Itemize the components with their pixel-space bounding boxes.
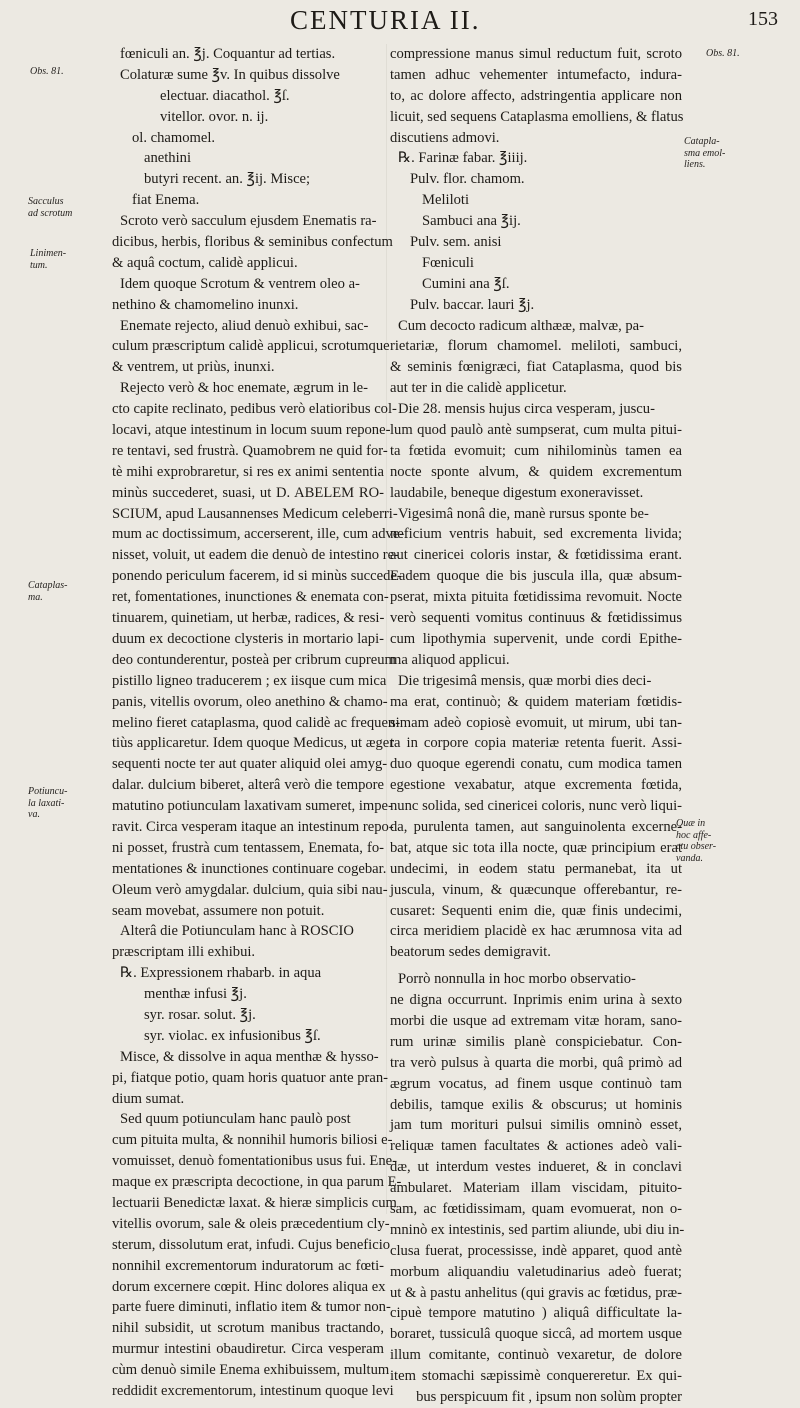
text-line: tiùs applicaretur. Idem quoque Medicus, ut æger — [112, 735, 395, 752]
text-line: nocte sponte alvum, & quidem excrementum — [390, 463, 682, 480]
text-line: da, purulenta tamen, aut sanguinolenta excerne- — [390, 818, 682, 835]
text-line: nisset, voluit, ut eadem die denuò de intestino re- — [112, 547, 399, 564]
text-line: cum lipothymia supervenit, unde cordi Epithe- — [390, 630, 682, 647]
text-line: egestione vexabatur, atque excrementa fœtida, — [390, 777, 682, 794]
text-line: item stomachi sæpissimè conquereretur. Ex qui- — [390, 1368, 682, 1385]
text-line: tamen adhuc vehementer intumefacto, indura- — [390, 66, 682, 83]
text-line: mentationes & inunctiones continuare cogebar. — [112, 860, 387, 877]
text-line: Oleum verò amygdalar. dulcium, quia sibi nau- — [112, 881, 388, 898]
text-line: reddidit excrementorum, intestinum quoque levi — [112, 1383, 394, 1399]
text-line: & ventrem, ut priùs, inunxi. — [112, 359, 275, 376]
text-line: bat, atque sic tota illa nocte, quæ principium erat — [390, 839, 682, 856]
text-line: Scroto verò sacculum ejusdem Enematis ra- — [120, 213, 377, 230]
running-title: CENTURIA II. — [290, 5, 481, 35]
text-line: Pulv. flor. chamom. — [410, 171, 525, 188]
text-line: seam movebat, assumere non potuit. — [112, 902, 325, 919]
text-line: præscriptam illi exhibui. — [112, 944, 256, 961]
text-line: Alterâ die Potiunculam hanc à ROSCIO — [120, 923, 354, 940]
text-line: syr. violac. ex infusionibus ℥ſ. — [144, 1027, 321, 1044]
text-line: verò sequenti vomitus continuus & fœtidissimus — [390, 610, 682, 627]
text-line: vitellor. ovor. n. ij. — [160, 108, 269, 125]
text-line: cusaret: Sequenti enim die, quæ finis undecimi, — [390, 902, 682, 919]
margin-note-cataplasma-emolliens: Catapla- sma emol- liens. — [684, 136, 726, 170]
text-line: boraret, tussiculâ quoque siccâ, ad mortem usque — [390, 1326, 682, 1343]
text-line: nonnihil excrementorum induratorum ac fœti- — [112, 1257, 384, 1274]
text-line: fœniculi an. ℥j. Coquantur ad tertias. — [120, 46, 336, 62]
text-line: ret, fomentationes, inunctiones & enemata con- — [112, 589, 389, 606]
text-line: reliquæ tamen facultates & actiones adeò vali- — [390, 1138, 682, 1155]
text-line: sterum, dissolutum erat, infudi. Cujus beneficio — [112, 1236, 391, 1253]
text-line: tè mihi exprobraretur, si res ex animi sententia — [112, 463, 384, 480]
text-line: Cum decocto radicum althææ, malvæ, pa- — [398, 317, 645, 334]
text-line: ma erat, continuò; & quidem materiam fœtidis- — [390, 693, 682, 710]
text-line: mninò ex intestinis, sed partim aliunde, ubi diu in- — [390, 1221, 685, 1238]
text-line: rum urinæ similis planè conspiciebatur. Con- — [390, 1033, 682, 1050]
text-line: discutiens admovi. — [390, 129, 500, 146]
text-line: clusa fuerat, processisse, indè apparet, quod antè — [390, 1242, 682, 1259]
text-line: Rejecto verò & hoc enemate, ægrum in le- — [120, 380, 369, 397]
margin-note-cataplasma: Cataplas- ma. — [28, 580, 68, 603]
text-line: pserat, mixta pituita fœtidissima revomuit. Nocte — [390, 589, 682, 606]
left-column — [112, 44, 405, 1399]
text-line: mum ac doctissimum, accerserent, ille, cum adve- — [112, 526, 405, 543]
text-line: ravit. Circa vesperam itaque an intestinum repo- — [112, 818, 394, 835]
text-line: minùs succederet, suasi, ut D. ABELEM RO- — [112, 484, 384, 501]
text-line: duo quoque egerendi conatu, cum modica tamen — [390, 756, 682, 773]
text-line: ℞. Expressionem rhabarb. in aqua — [120, 965, 322, 982]
text-line: Cumini ana ℥ſ. — [422, 275, 510, 292]
text-line: dicibus, herbis, floribus & seminibus confectum — [112, 234, 393, 251]
text-line: melino fieret cataplasma, quod calidè ac frequen- — [112, 714, 401, 731]
text-line: illum comitante, continuò vexaretur, de dolore — [390, 1347, 682, 1364]
text-line: pistillo ligneo traducerem ; ex iisque cum mica — [112, 672, 387, 689]
text-line: Meliloti — [422, 192, 470, 209]
text-line: ni posset, frustrà cum tentassem, Enemata, fo- — [112, 839, 384, 856]
text-line: Porrò nonnulla in hoc morbo observatio- — [398, 971, 636, 988]
text-line: re tentavi, sed frustrà. Quamobrem ne quid for- — [112, 442, 388, 459]
margin-note-linimentum: Linimen- tum. — [30, 248, 67, 271]
text-line: ægrum vocatus, ad finem usque continuò tam — [390, 1075, 682, 1092]
margin-note-potiuncula: Potiuncu- la laxati- va. — [28, 786, 68, 820]
text-line: cto capite reclinato, pedibus verò elatioribus col- — [112, 401, 397, 418]
text-line: aut ter in die calidè applicetur. — [390, 380, 567, 397]
text-line: locavi, atque intestinum in locum suum repone- — [112, 422, 391, 439]
text-line: culum præscriptum calidè applicui, scrotumque — [112, 338, 390, 355]
text-line: nethino & chamomelino inunxi. — [112, 296, 299, 313]
text-line: tinuarem, quinetiam, ut herbæ, radices, & resi- — [112, 610, 385, 627]
text-line: rietariæ, florum chamomel. meliloti, sambuci, — [390, 338, 682, 355]
text-line: ambularet. Materiam illam viscidam, pituito- — [390, 1180, 682, 1197]
text-line: cùm denuò simile Enema exhibuissem, multum — [112, 1362, 390, 1379]
text-line: Enemate rejecto, aliud denuò exhibui, sac- — [120, 317, 369, 334]
text-line: Vigesimâ nonâ die, manè rursus sponte be- — [398, 505, 649, 522]
text-line: neficium ventris habuit, sed excrementa livida; — [390, 526, 682, 543]
text-line: Idem quoque Scrotum & ventrem oleo a- — [120, 275, 360, 292]
text-line: juscula, vinum, & quæcunque offerebantur, re- — [390, 881, 682, 898]
text-line: licuit, sed sequens Cataplasma emolliens, & flatus — [390, 108, 684, 125]
text-line: simam adeò copiosè evomuit, ut mirum, ubi tan- — [390, 714, 682, 731]
text-line: fiat Enema. — [132, 192, 200, 209]
text-line: Pulv. baccar. lauri ℥j. — [410, 296, 535, 313]
right-column — [390, 44, 685, 1405]
page-number: 153 — [748, 8, 778, 30]
text-line: Sed quum potiunculam hanc paulò post — [120, 1111, 351, 1128]
text-line: jam tum morituri pulsui similis omninò esset, — [390, 1117, 682, 1134]
text-line: morbum aliquandiu valetudinarius adeò fuerat; — [390, 1263, 682, 1280]
text-line: pi, fiatque potio, quam horis quatuor ante pran- — [112, 1069, 388, 1086]
text-line: dæ, ut interdum vestes indueret, & in conclavi — [390, 1159, 682, 1176]
text-line: lectuarii Benedictæ laxat. & hieræ simplicis cum — [112, 1194, 397, 1211]
text-line: murmur intestini obaudiretur. Circa vesperam — [112, 1341, 384, 1358]
text-line: vomuisset, denuò fomentationibus usus fui. Ene- — [112, 1153, 397, 1170]
text-line: undecimi, in eodem statu permanebat, ita ut — [390, 860, 682, 877]
text-line: morbi die usque ad extremam vitæ horam, sano- — [390, 1012, 682, 1029]
text-line: sequenti nocte ter aut quater aliquid olei amyg- — [112, 756, 388, 773]
margin-note-obs-left: Obs. 81. — [30, 66, 64, 77]
text-line: tra verò pulsus à quarta die morbi, quâ primò ad — [390, 1054, 682, 1071]
margin-note-obs-right: Obs. 81. — [706, 48, 740, 59]
text-line: cum pituita multa, & nonnihil humoris biliosi e- — [112, 1132, 393, 1149]
text-line: matutino potiunculam laxativam sumeret, impe- — [112, 798, 393, 815]
text-line: electuar. diacathol. ℥ſ. — [160, 87, 290, 104]
text-line: syr. rosar. solut. ℥j. — [144, 1006, 256, 1023]
text-line: ta in corpore copia materiæ retenta fuerit. Assi- — [390, 735, 682, 752]
text-line: nihil subsidit, ut scrotum manibus tractando, — [112, 1320, 384, 1337]
text-line: & aquâ coctum, calidè applicui. — [112, 254, 298, 271]
text-line: Fœniculi — [422, 254, 474, 271]
text-line: ut & à pastu anhelitus (qui gravis ac fœtidus, præ- — [390, 1284, 682, 1301]
text-line: Sambuci ana ℥ij. — [422, 213, 521, 230]
text-line: ma aliquod applicui. — [390, 651, 510, 668]
text-line: deo contunderentur, posteà per cribrum cupreum — [112, 651, 396, 668]
text-line: beatorum sedes demigravit. — [390, 944, 551, 961]
text-line: maque ex præscripta decoctione, in qua parum E- — [112, 1174, 402, 1191]
column-gutter — [386, 44, 387, 1214]
text-line: bus perspicuum fit , ipsum non solùm propter — [416, 1389, 682, 1405]
text-line: panis, vitellis ovorum, oleo anethino & chamo- — [112, 693, 388, 710]
text-line: sam, ac fœtidissimam, quam evomuerat, non o- — [390, 1200, 682, 1217]
text-line: SCIUM, apud Lausannenses Medicum celeberri- — [112, 505, 398, 522]
text-line: cipuè tempore matutino ) aliquâ difficultate la- — [390, 1305, 682, 1322]
page-header — [0, 0, 800, 40]
text-line: ol. chamomel. — [132, 129, 216, 146]
text-line: ponendo periculum facerem, id si minùs succede- — [112, 568, 402, 585]
text-line: & seminis fœnigræci, fiat Cataplasma, quod bis — [390, 359, 682, 376]
margin-note-sacculus: Sacculus ad scrotum — [28, 196, 73, 219]
margin-note-observanda: Quæ in hoc affe- ctu obser- vanda. — [676, 818, 717, 864]
text-line: vitellis ovorum, sale & oleis præcedentium cly- — [112, 1215, 390, 1232]
text-line: Die trigesimâ mensis, quæ morbi dies deci- — [398, 672, 652, 689]
text-line: Eadem quoque die bis juscula illa, quæ absum- — [390, 568, 682, 585]
text-line: to, ac dolore affecto, adstringentia applicare non — [390, 87, 682, 104]
text-line: dium sumat. — [112, 1090, 185, 1107]
text-line: nunc solida, sed cinericei coloris, nunc verò liqui- — [390, 798, 682, 815]
text-line: dalar. dulcium biberet, alterâ verò die tempore — [112, 777, 384, 794]
text-line: Die 28. mensis hujus circa vesperam, juscu- — [398, 401, 655, 418]
text-line: Colaturæ sume ℥v. In quibus dissolve — [120, 66, 340, 83]
text-line: ℞. Farinæ fabar. ℥iiij. — [398, 150, 528, 167]
text-line: butyri recent. an. ℥ij. Misce; — [144, 171, 311, 188]
text-line: lum quod paulò antè sumpserat, cum multa pitui- — [390, 422, 682, 439]
text-line: Misce, & dissolve in aqua menthæ & hysso- — [120, 1048, 379, 1065]
text-line: aut cinericei coloris instar, & fœtidissima erant. — [390, 547, 682, 564]
text-line: circa meridiem placidè ex hac ærumnosa vita ad — [390, 923, 682, 940]
text-line: debilis, tamque exilis & obscurus; ut hominis — [390, 1096, 682, 1113]
text-line: parte fuere diminuti, inflatio item & tumor non- — [112, 1299, 391, 1316]
text-line: dorum excernere cœpit. Hinc dolores aliqua ex — [112, 1278, 386, 1295]
text-line: Pulv. sem. anisi — [410, 234, 502, 251]
text-line: compressione manus simul reductum fuit, scroto — [390, 46, 682, 62]
text-line: ne digna occurrunt. Inprimis enim urina à sexto — [390, 992, 682, 1009]
text-line: ta fœtida evomuit; cum nihilominùs tamen ea — [390, 442, 682, 459]
text-line: anethini — [144, 150, 192, 167]
text-line: duum ex decoctione clysteris in mortario lapi- — [112, 630, 384, 647]
text-line: menthæ infusi ℥j. — [144, 986, 247, 1003]
text-line: laudabile, beneque digestum exoneravisset. — [390, 484, 644, 501]
